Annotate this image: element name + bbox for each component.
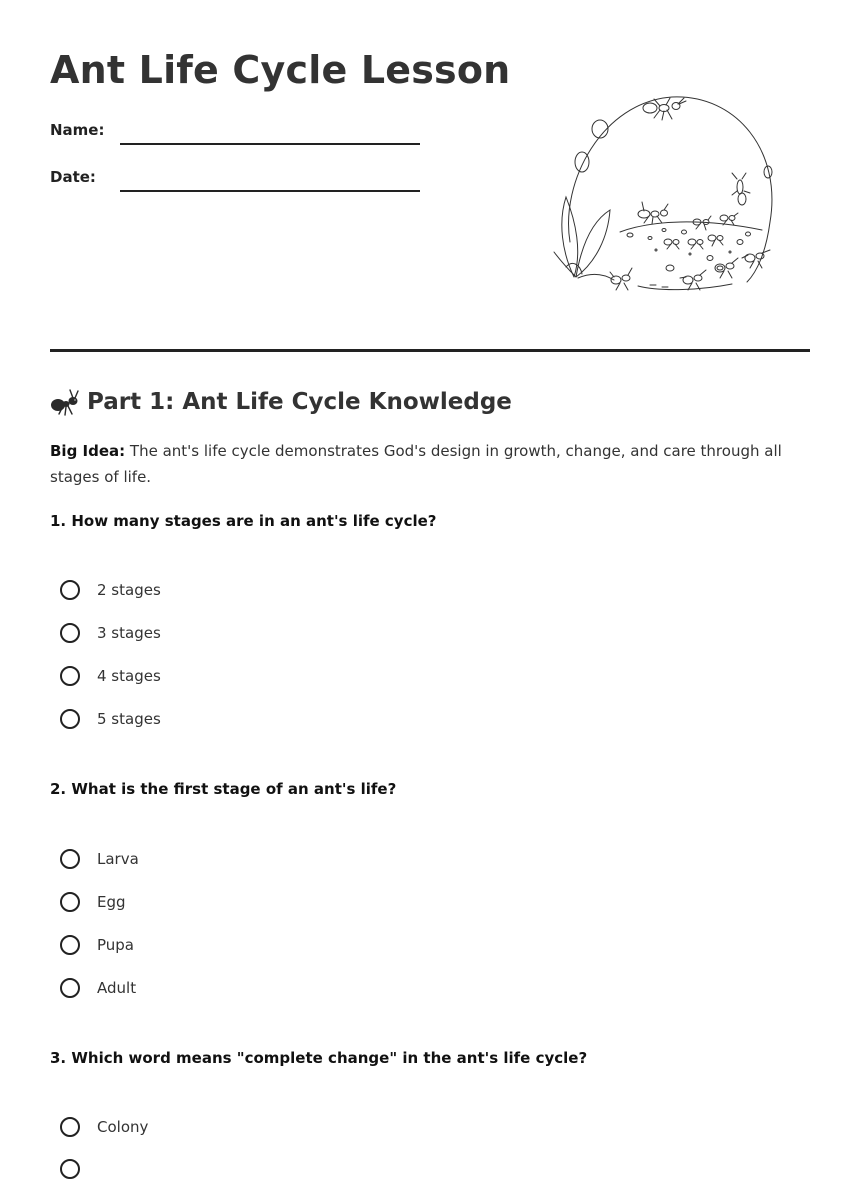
radio-button[interactable]	[60, 849, 80, 869]
radio-button[interactable]	[60, 935, 80, 955]
answer-option[interactable]	[60, 976, 136, 1000]
option-label: Egg	[97, 893, 126, 911]
answer-option[interactable]	[60, 664, 161, 688]
section-divider	[50, 349, 810, 352]
option-label: 2 stages	[97, 581, 161, 599]
radio-button[interactable]	[60, 580, 80, 600]
answer-option[interactable]	[60, 707, 161, 731]
option-label: 5 stages	[97, 710, 161, 728]
section-heading	[50, 388, 512, 416]
ant-icon	[50, 388, 80, 416]
ant-life-cycle-illustration	[552, 92, 784, 302]
answer-option[interactable]	[60, 1115, 148, 1139]
big-idea	[50, 438, 810, 490]
answer-option[interactable]	[60, 890, 126, 914]
big-idea-label: Big Idea:	[50, 442, 126, 460]
option-label: Larva	[97, 850, 139, 868]
option-label: 3 stages	[97, 624, 161, 642]
answer-option[interactable]	[60, 847, 139, 871]
answer-option[interactable]	[60, 933, 134, 957]
date-field[interactable]	[120, 190, 420, 192]
date-label: Date:	[50, 168, 96, 186]
radio-button[interactable]	[60, 709, 80, 729]
name-field[interactable]	[120, 143, 420, 145]
radio-button[interactable]	[60, 666, 80, 686]
section-title: Part 1: Ant Life Cycle Knowledge	[87, 389, 512, 415]
name-label: Name:	[50, 121, 105, 139]
radio-button[interactable]	[60, 1159, 80, 1179]
option-label: 4 stages	[97, 667, 161, 685]
option-label: Pupa	[97, 936, 135, 954]
answer-option[interactable]	[60, 621, 161, 645]
radio-button[interactable]	[60, 892, 80, 912]
page-title: Ant Life Cycle Lesson	[50, 48, 511, 92]
radio-button[interactable]	[60, 978, 80, 998]
option-label: Colony	[97, 1118, 149, 1136]
radio-button[interactable]	[60, 623, 80, 643]
question-2: 2. What is the first stage of an ant's life?	[50, 780, 397, 798]
question-1: 1. How many stages are in an ant's life cycle?	[50, 512, 437, 530]
question-3: 3. Which word means "complete change" in the ant's life cycle?	[50, 1049, 588, 1067]
big-idea-text: The ant's life cycle demonstrates God's design in growth, change, and care through all stages of life.	[50, 442, 782, 486]
option-label: Adult	[97, 979, 137, 997]
radio-button[interactable]	[60, 1117, 80, 1137]
answer-option[interactable]	[60, 578, 161, 602]
